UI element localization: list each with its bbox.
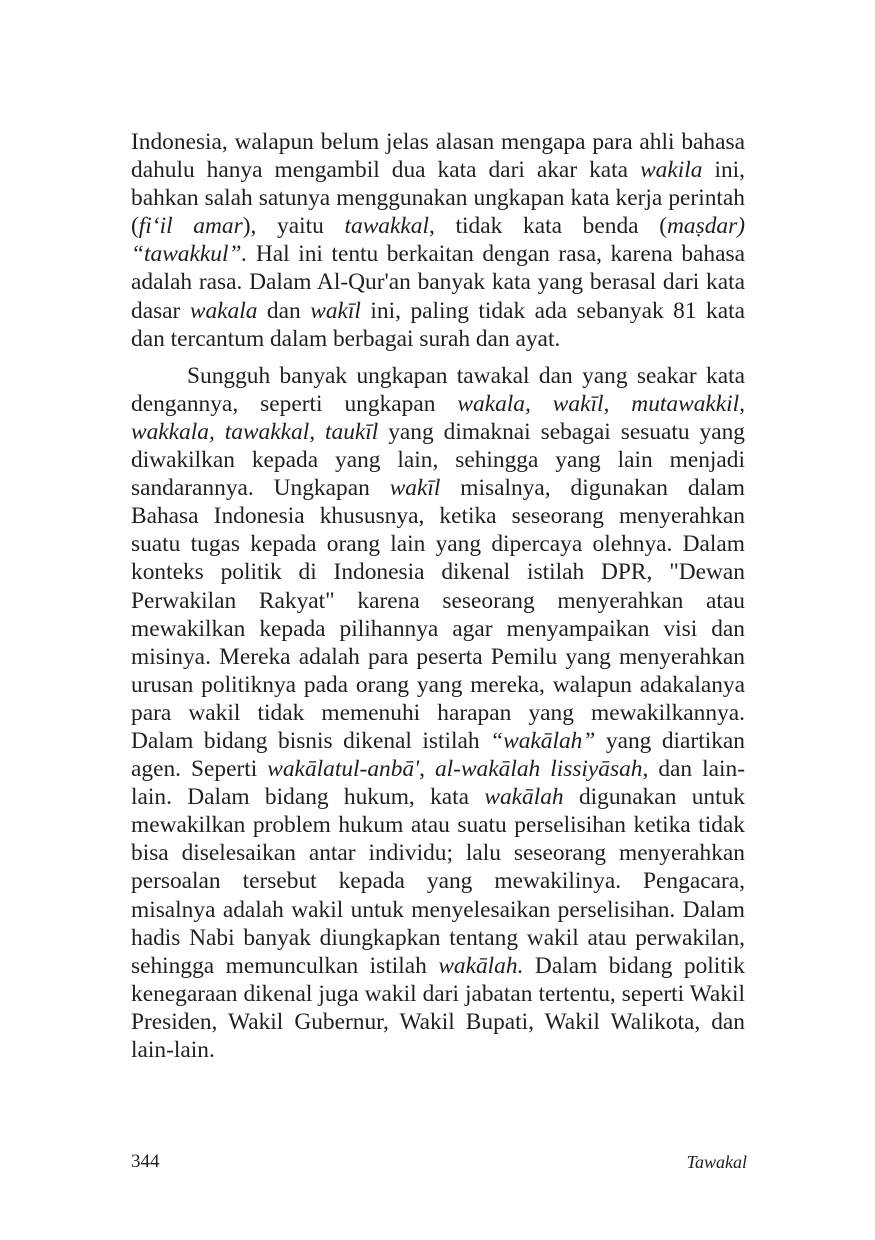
text-run: , dan lain-lain. Dalam bidang hukum, kata	[131, 756, 745, 811]
italic-term: fi‘il amar	[138, 213, 243, 240]
italic-term: maṣdar)	[667, 213, 745, 240]
text-run: dan	[257, 297, 311, 324]
italic-term: wakīl	[310, 297, 361, 324]
italic-term: al-wakālah lissiyāsah	[434, 756, 643, 783]
text-run: yang diartikan agen. Seperti	[131, 727, 745, 783]
italic-term: wakila	[640, 157, 703, 184]
text-run: Dalam bidang politik kenegaraan dikenal juga wakil dari jabatan tertentu, seperti Wakil Presiden, Wakil Gubernur, Wakil Bupati, Wakil Walikota, dan lain-lain.	[131, 952, 746, 1063]
body-text	[131, 128, 745, 1064]
italic-term: wakālah.	[438, 952, 524, 979]
italic-term: “tawakkul”.	[131, 241, 248, 268]
text-run: misalnya, digunakan dalam Bahasa Indonesia khususnya, ketika seseorang menyerahkan suatu tugas kepada orang lain yang dipercaya olehnya. Dalam konteks politik di Indonesia dikenal istilah DPR, "Dewan Perwakilan Rakyat" karena seseorang menyerahkan atau mewakilkan kepada pilihannya agar menyampaikan visi dan misinya. Mereka adalah para peserta Pemilu yang menyerahkan urusan politiknya pada orang yang mereka, walapun adakalanya para wakil tidak memenuhi harapan yang mewakilkannya. Dalam bidang bisnis dikenal istilah	[131, 475, 745, 754]
text-run: ini, bahkan salah satunya menggunakan ungkapan kata kerja perintah (	[131, 157, 745, 240]
italic-term: wakala, wakīl, mutawakkil, wakkala, tawakkal, taukīl	[131, 390, 745, 445]
italic-term: wakālah	[484, 784, 564, 811]
text-run: digunakan untuk mewakilkan problem hukum atau suatu perselisihan ketika tidak bisa diselesaikan antar individu; lalu seseorang menyerahkan persoalan tersebut kepada yang mewakilinya. Pengacara, misalnya adalah wakil untuk menyelesaikan perselisihan. Dalam hadis Nabi banyak diungkapkan tentang wakil atau perwakilan, sehingga memunculkan istilah	[131, 784, 745, 979]
page-number: 344	[131, 1151, 160, 1172]
italic-term: wakīl	[389, 475, 441, 502]
text-run: , tidak kata benda (	[428, 213, 668, 240]
paragraph-2	[131, 362, 745, 1064]
text-run: yang dimaknai sebagai sesuatu yang diwakilkan kepada yang lain, sehingga yang lain menjadi sandarannya. Ungkapan	[131, 418, 745, 502]
text-run: Sungguh banyak ungkapan tawakal dan yang seakar kata dengannya, seperti ungkapan	[131, 362, 745, 417]
text-run: ), yaitu	[242, 213, 345, 240]
paragraph-1	[131, 128, 745, 353]
italic-term: wakālatul-anbā'	[267, 756, 420, 783]
text-run: ,	[419, 756, 435, 783]
italic-term: tawakkal	[344, 213, 429, 240]
running-title: Tawakal	[686, 1152, 747, 1172]
italic-term: “wakālah”	[490, 727, 596, 754]
text-run: Indonesia, walapun belum jelas alasan mengapa para ahli bahasa dahulu hanya mengambil dua kata dari akar kata	[131, 129, 745, 184]
text-run: Hal ini tentu berkaitan dengan rasa, karena bahasa adalah rasa. Dalam Al-Qur'an banyak kata yang berasal dari kata dasar	[131, 241, 745, 324]
italic-term: wakala	[189, 297, 258, 324]
text-run: ini, paling tidak ada sebanyak 81 kata dan tercantum dalam berbagai surah dan ayat.	[131, 297, 746, 352]
